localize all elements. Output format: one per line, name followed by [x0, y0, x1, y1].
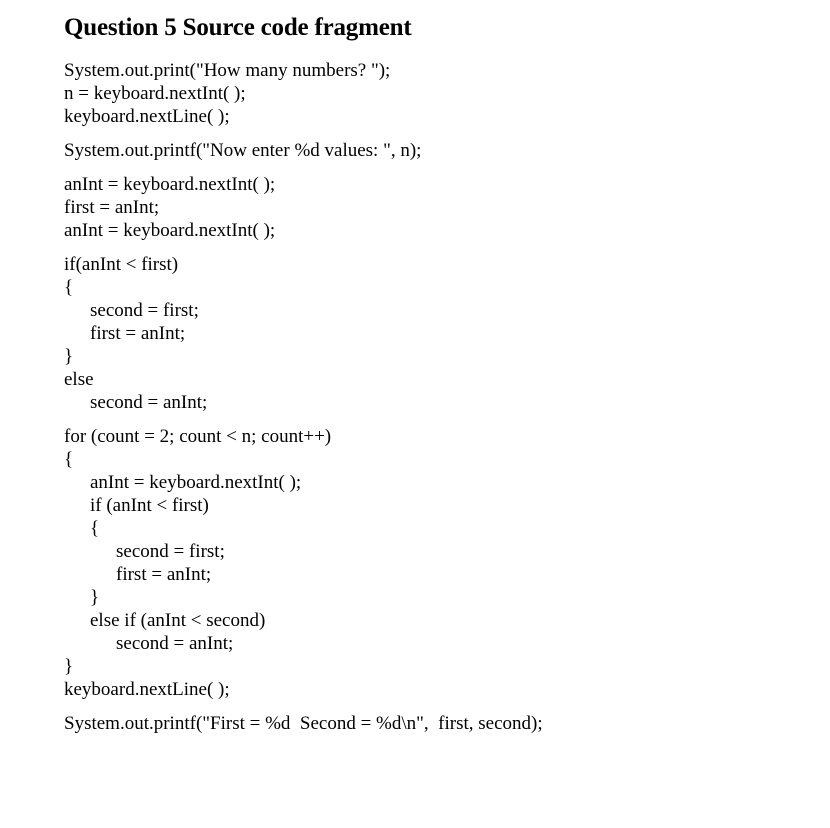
code-block-output [64, 712, 804, 735]
code-line: { [64, 449, 74, 470]
code-block-prompt [64, 139, 804, 162]
code-line: anInt = keyboard.nextInt( ); [90, 472, 302, 493]
code-line: } [64, 656, 74, 677]
code-line: { [90, 518, 100, 539]
document-page [64, 12, 804, 746]
code-line: else if (anInt < second) [90, 610, 266, 631]
code-line: n = keyboard.nextInt( ); [64, 83, 246, 104]
code-line: if (anInt < first) [90, 495, 209, 516]
code-line: first = anInt; [90, 323, 186, 344]
code-line: for (count = 2; count < n; count++) [64, 426, 332, 447]
code-block-if-else [64, 253, 804, 414]
code-line: System.out.printf("Now enter %d values: ", n); [64, 140, 422, 161]
code-block-for-loop [64, 425, 804, 701]
code-line: second = anInt; [90, 392, 208, 413]
code-line: } [90, 587, 100, 608]
code-line: System.out.print("How many numbers? "); [64, 60, 391, 81]
code-line: first = anInt; [64, 197, 160, 218]
code-line: second = first; [90, 300, 199, 321]
code-line: keyboard.nextLine( ); [64, 679, 230, 700]
code-line: System.out.printf("First = %d Second = %d\n", first, second); [64, 713, 543, 734]
code-block-input-count [64, 59, 804, 128]
code-line: { [64, 277, 74, 298]
code-line: anInt = keyboard.nextInt( ); [64, 174, 276, 195]
question-title: Question 5 Source code fragment [64, 14, 412, 41]
code-line: else [64, 369, 94, 390]
code-line: second = first; [116, 541, 225, 562]
code-block-read-first-two [64, 173, 804, 242]
code-line: second = anInt; [116, 633, 234, 654]
code-line: } [64, 346, 74, 367]
code-line: anInt = keyboard.nextInt( ); [64, 220, 276, 241]
code-line: if(anInt < first) [64, 254, 179, 275]
code-line: first = anInt; [116, 564, 212, 585]
source-code-fragment [64, 59, 804, 735]
code-line: keyboard.nextLine( ); [64, 106, 230, 127]
